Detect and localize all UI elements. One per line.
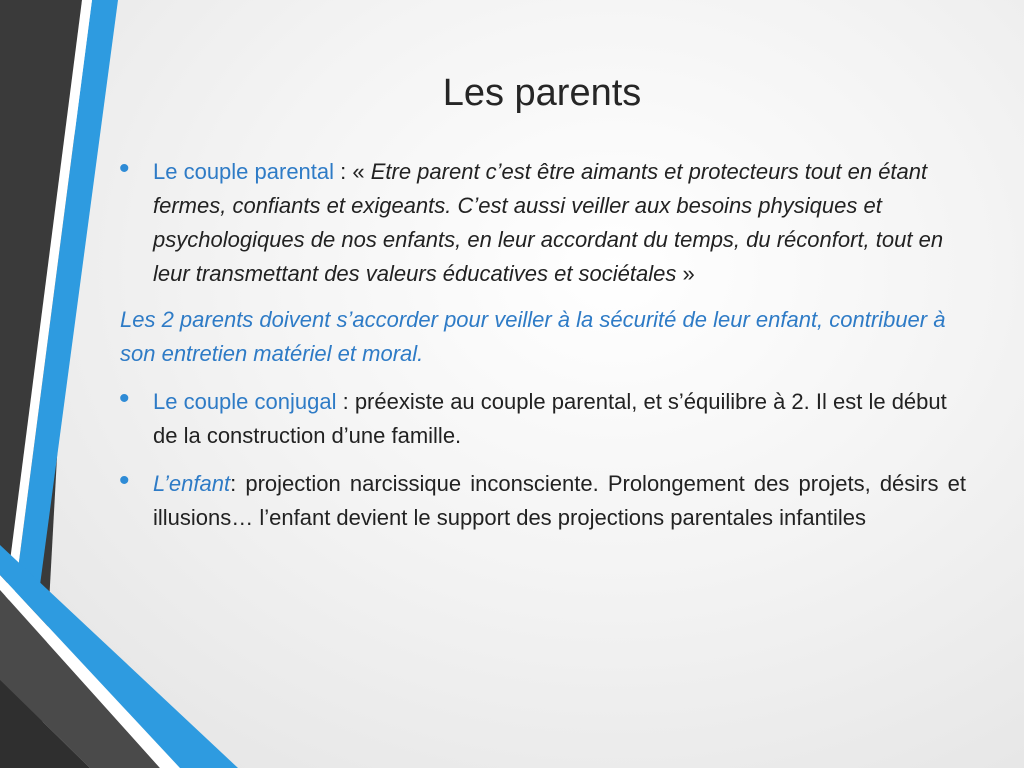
couple-parental-label: Le couple parental	[153, 159, 335, 184]
bullet-icon: •	[119, 464, 130, 497]
bullet-enfant	[116, 464, 966, 535]
bullet-couple-conjugal	[116, 382, 966, 453]
slide-title: Les parents	[442, 72, 642, 114]
enfant-desc: : projection narcissique inconsciente. Prolongement des projets, désirs et illusions… l’enfant devient le support des projections parentales infantiles	[153, 471, 966, 530]
quote-open: : «	[334, 159, 371, 184]
parents-note: Les 2 parents doivent s’accorder pour veiller à la sécurité de leur enfant, contribuer à son entretien matériel et moral.	[120, 307, 946, 366]
bullet-icon: •	[119, 382, 130, 415]
enfant-label: L’enfant	[153, 471, 231, 496]
parent-quote: Etre parent c’est être aimants et protecteurs tout en étant fermes, confiants et exigeants. C’est aussi veiller aux besoins physiques et psychologiques de nos enfants, en leur accordant du temps, du réconfort, tout en leur transmettant des valeurs éducatives et sociétales	[153, 159, 944, 286]
bullet-enfant-text	[153, 467, 966, 535]
bullet-icon: •	[119, 152, 130, 185]
bullet-couple-parental-text	[153, 155, 966, 291]
bullet-couple-parental	[116, 152, 966, 291]
slide-content	[116, 152, 966, 549]
quote-close: »	[676, 261, 695, 286]
bullet-couple-conjugal-text	[153, 385, 966, 453]
couple-conjugal-desc: : préexiste au couple parental, et s’équilibre à 2. Il est le début de la construction d’une famille.	[153, 389, 947, 448]
couple-conjugal-label: Le couple conjugal	[153, 389, 337, 414]
